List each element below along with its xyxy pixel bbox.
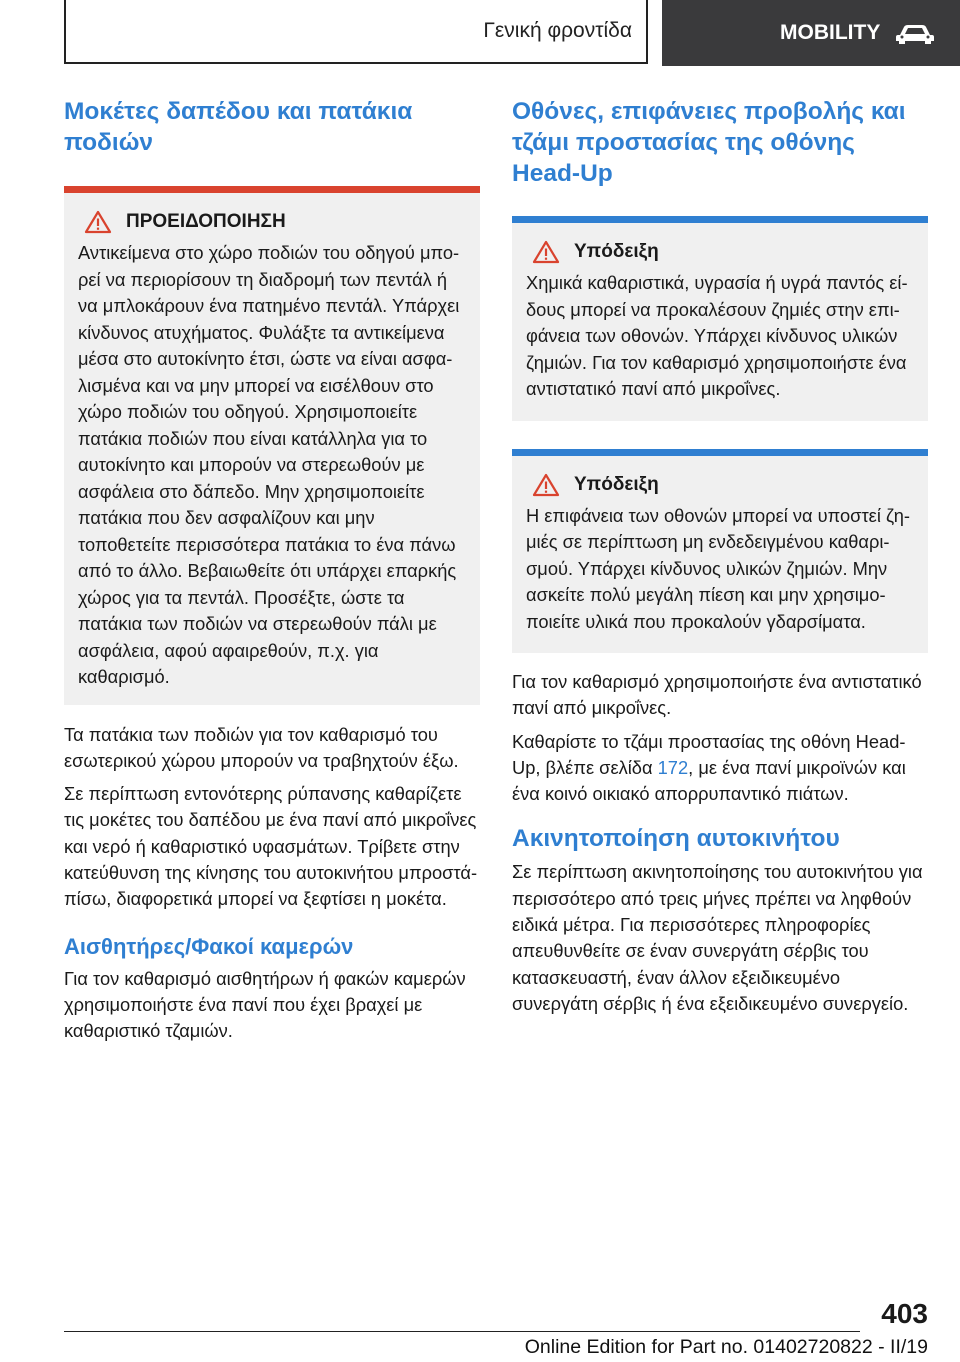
note-1-text: Χημικά καθαριστικά, υγρασία ή υγρά παντός είδους μπορεί να προκαλέσουν ζημιές στην επιφάνεια των οθονών. Υπάρχει κίνδυνος υλικών ζημιών. Για τον καθαρισμό χρησιμοποιήστε ένα αντιστατικό πανί από μικροΐνες.: [526, 272, 908, 399]
right-column: [512, 96, 928, 1024]
displays-paragraph-2-end: , με ένα πανί μικροϊνών και ένα κοινό οικιακό απορρυπαντικό πιάτων.: [512, 756, 906, 805]
footer-edition: Online Edition for Part no. 01402720822 - II/19: [524, 1336, 928, 1358]
displays-paragraph-1: Για τον καθαρισμό χρησιμοποιήστε ένα αντιστατικό πανί από μικροΐνες.: [512, 671, 922, 719]
floor-mats-paragraph-2: Σε περίπτωση εντονότερης ρύπανσης καθαρίζετε τις μοκέτες του δαπέδου με ένα πανί από μικροΐνες και νερό ή καθαριστικό υφασμάτων. Τρίβετε στην κατεύθυνση της κίνησης του αυτοκινήτου μπροστά-πίσω, διαφορετικά μπορεί να ξεφτίσει η μοκέτα.: [64, 783, 478, 910]
warning-icon: [532, 240, 560, 264]
warning-text: Αντικείμενα στο χώρο ποδιών του οδηγού μπορεί να περιορίσουν τη διαδρομή των πεντάλ ή να μπλοκάρουν ένα πατημένο πεντάλ. Υπάρχει κίνδυνος ατυχήματος. Φυλάξτε τα αντικείμενα μέσα στο αυτοκίνητο έτσι, ώστε να είναι ασφαλισμένα και να μην μπορεί να εισέλθουν στο χώρο ποδιών του οδηγού. Χρησιμοποιείτε πατάκια ποδιών που είναι κατάλληλα για το αυτοκίνητο και μπορούν να στερεωθούν με ασφάλεια στο δάπεδο. Μην χρησιμοποιείτε πατάκια που δεν ασφαλίζουν και μην τοποθετείτε περισσότερα πατάκια το ένα πάνω από το άλλο. Βεβαιωθείτε ότι υπάρχει επαρκής χώρος για τα πεντάλ. Προσέξτε, ώστε τα πατάκια των ποδιών να στερεωθούν πάλι με ασφάλεια, αφού αφαιρεθούν, π.χ. για καθαρισμό.: [78, 242, 460, 687]
note-box-1-title: [526, 240, 914, 264]
note-box-2: [512, 449, 928, 654]
displays-paragraph-2-start: Καθαρίστε το τζάμι προστασίας της οθόνη Head-Up, βλέπε σελίδα: [512, 730, 906, 778]
note-box-1: [512, 216, 928, 421]
warning-box: [64, 186, 480, 705]
displays-paragraph-2: [512, 729, 928, 808]
immobilization-text: Σε περίπτωση ακινητοποίησης του αυτοκινήτου για περισσότερο από τρεις μήνες πρέπει να ληφθούν ειδικά μέτρα. Για περισσότερες πληροφορίες απευθυνθείτε σε έναν συνεργάτη σέρβις του κατασκευαστή, έναν άλλον εξειδικευμένο συνεργάτη σέρβις ή ένα εξειδικευμένο συνεργείο.: [512, 861, 923, 1014]
left-column: [64, 96, 480, 1051]
page-reference-link[interactable]: 172: [657, 756, 689, 778]
camera-sensors-heading: Αισθητήρες/Φακοί καμερών: [64, 933, 354, 959]
warning-title-text: ΠΡΟΕΙΔΟΠΟΙΗΣΗ: [126, 211, 286, 232]
car-icon: [894, 21, 936, 45]
header-category-label: MOBILITY: [780, 21, 881, 44]
camera-sensors-text: Για τον καθαρισμό αισθητήρων ή φακών καμερών χρησιμοποιήστε ένα πανί που έχει βραχεί με καθαριστικό τζαμιών.: [64, 967, 466, 1042]
floor-mats-heading: Μοκέτες δαπέδου και πατάκια ποδιών: [64, 98, 413, 156]
note-2-text: Η επιφάνεια των οθονών μπορεί να υποστεί ζημιές σε περίπτωση μη ενδεδειγμένου καθαρισμού. Υπάρχει κίνδυνος υλικών ζημιών. Μην ασκείτε πολύ μεγάλη πίεση και μην χρησιμοποιείτε υλικά που προκαλούν γδαρσίματα.: [526, 504, 910, 632]
header-section-label: Γενική φροντίδα: [483, 19, 632, 42]
page-number: 403: [881, 1298, 928, 1329]
warning-icon: [84, 210, 112, 234]
note-box-2-title: [526, 473, 914, 497]
note-2-title-text: Υπόδειξη: [574, 473, 659, 495]
displays-heading: Οθόνες, επιφάνειες προβολής και τζάμι προστασίας της οθόνης Head-Up: [512, 98, 906, 187]
header-category-tab[interactable]: [662, 0, 960, 66]
immobilization-heading: Ακινητοποίηση αυτοκινήτου: [512, 825, 840, 853]
floor-mats-paragraph-1: Τα πατάκια των ποδιών για τον καθαρισμό του εσωτερικού χώρου μπορούν να τραβηχτούν έξω.: [64, 723, 459, 771]
warning-box-title: [78, 210, 466, 234]
warning-icon: [532, 473, 560, 497]
footer-divider: [64, 1331, 860, 1332]
header-section-title: [64, 0, 648, 64]
note-1-title-text: Υπόδειξη: [574, 241, 659, 262]
